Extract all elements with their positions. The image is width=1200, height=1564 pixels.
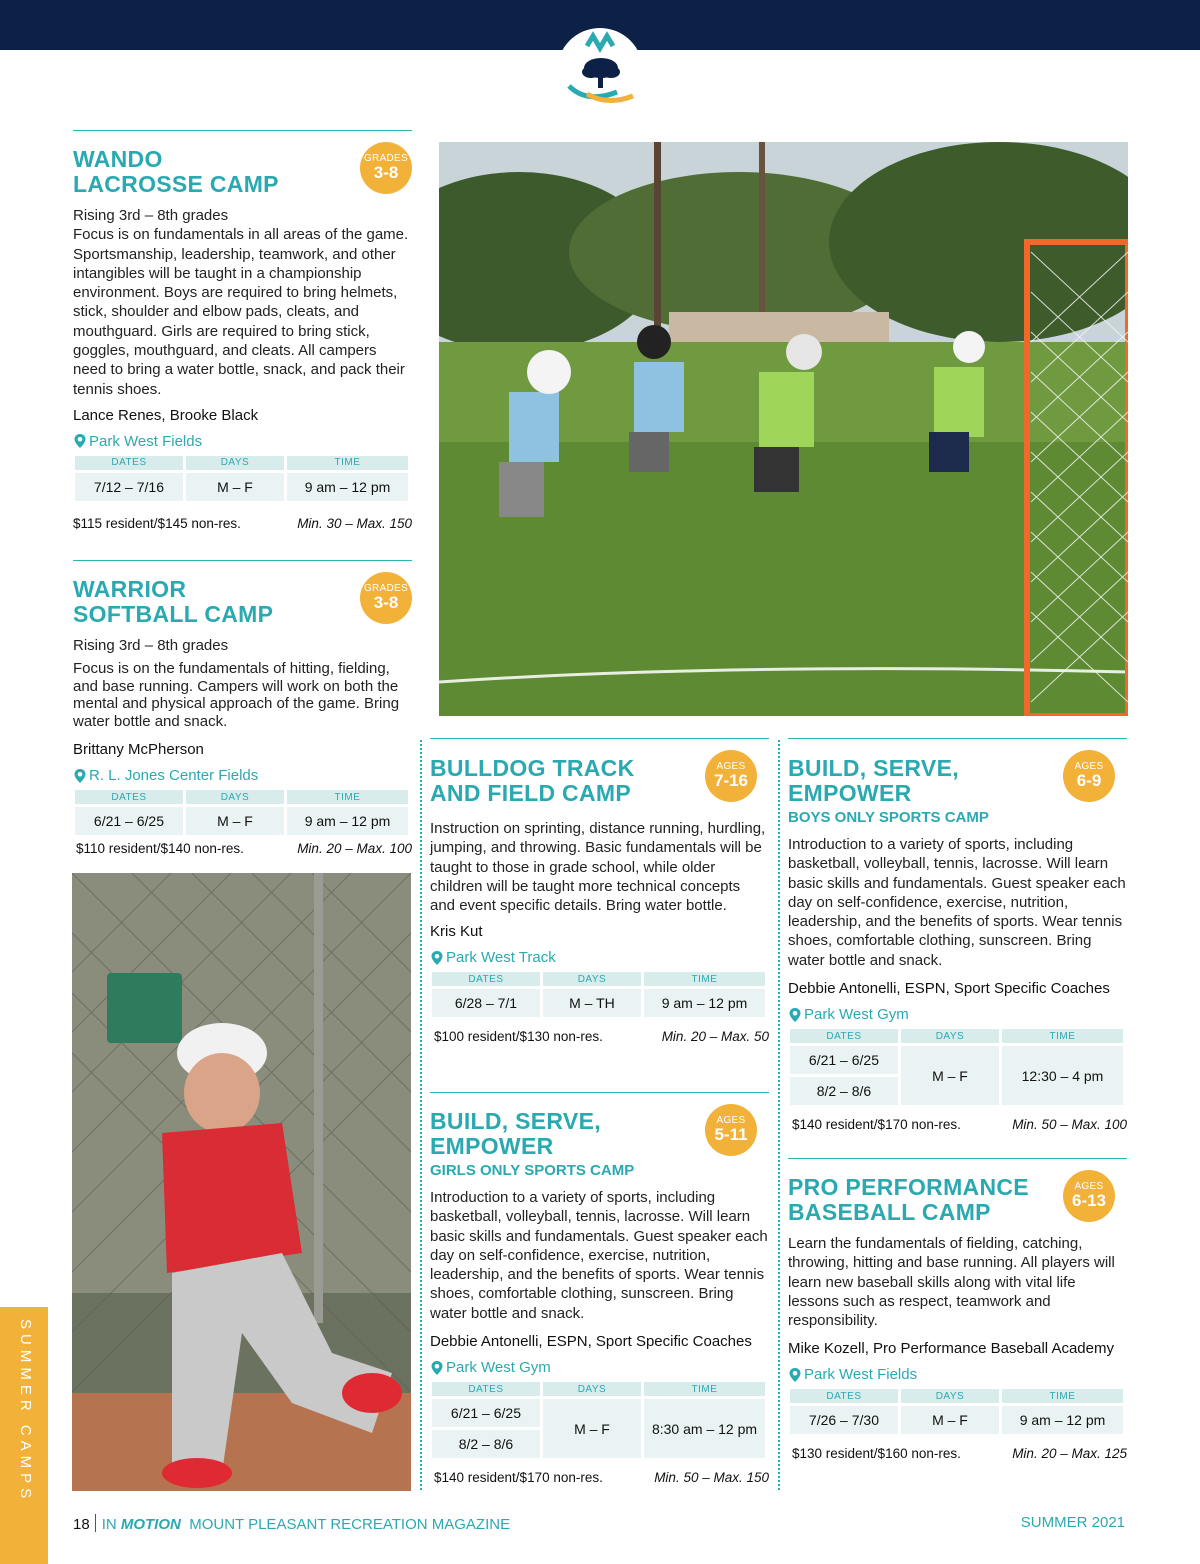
- camp-price: $140 resident/$170 non-res. Min. 50 – Max. 100: [792, 1117, 1127, 1133]
- ages-badge: AGES 6-9: [1063, 750, 1115, 802]
- camp-price: $100 resident/$130 non-res. Min. 20 – Max. 50: [434, 1029, 769, 1045]
- magazine-motion: MOTION: [120, 1516, 181, 1533]
- location-pin-icon: [430, 1360, 444, 1376]
- lacrosse-photo: [439, 142, 1128, 716]
- camp-coach: Debbie Antonelli, ESPN, Sport Specific Coaches: [430, 1333, 752, 1351]
- mount-pleasant-logo: [557, 28, 643, 114]
- magazine-name: MOUNT PLEASANT RECREATION MAGAZINE: [189, 1516, 511, 1533]
- location-pin-icon: [73, 768, 87, 784]
- ages-badge: AGES 7-16: [705, 750, 757, 802]
- page-number: 18: [73, 1516, 90, 1533]
- location-pin-icon: [430, 950, 444, 966]
- camp-pro-performance-baseball: [788, 1158, 1127, 1461]
- camp-description: Focus is on the fundamentals of hitting, fielding, and base running. Campers will work on both the mental and physical approach of the game. Bring water bottle and snack.: [73, 660, 400, 730]
- schedule-table: DATES DAYS TIME 6/21 – 6/25 M – F 9 am – 12 pm: [72, 787, 411, 838]
- camp-title: PRO PERFORMANCE BASEBALL CAMP: [788, 1174, 1029, 1225]
- camp-coach: Mike Kozell, Pro Performance Baseball Academy: [788, 1340, 1114, 1358]
- column-divider: [778, 740, 780, 1490]
- camp-title: WANDO LACROSSE CAMP: [73, 146, 279, 197]
- section-tab-label: SUMMER CAMPS: [17, 1319, 34, 1504]
- camp-location: Park West Gym: [788, 1006, 1127, 1023]
- grades-badge: GRADES 3-8: [360, 142, 412, 194]
- camp-coach: Brittany McPherson: [73, 741, 204, 759]
- location-pin-icon: [788, 1367, 802, 1383]
- issue-season: SUMMER 2021: [1020, 1514, 1125, 1531]
- camp-title: BULLDOG TRACK AND FIELD CAMP: [430, 755, 635, 806]
- camp-grades: Rising 3rd – 8th grades: [73, 637, 229, 654]
- section-tab: [0, 1307, 48, 1564]
- schedule-table: DATES DAYS TIME 7/26 – 7/30 M – F 9 am – 12 pm: [787, 1386, 1126, 1437]
- camp-build-serve-empower-girls: [430, 1092, 769, 1485]
- camp-title: BUILD, SERVE, EMPOWER: [788, 755, 959, 806]
- camp-description: Introduction to a variety of sports, including basketball, volleyball, tennis, lacrosse. Will learn basic skills and fundamentals. Guest speaker each day on self-confidence, exercise, nutrition, leadership, and the benefits of sports. Wear tennis shoes, comfortable clothing, sunscreen. Bring water bottle and snack.: [430, 1189, 768, 1322]
- section-rule: [73, 130, 412, 131]
- camp-title: BUILD, SERVE, EMPOWER: [430, 1108, 601, 1159]
- camp-location: Park West Fields: [73, 433, 412, 450]
- baseball-photo: [72, 873, 411, 1491]
- schedule-table: DATES DAYS TIME 6/28 – 7/1 M – TH 9 am – 12 pm: [429, 969, 768, 1020]
- camp-wando-lacrosse: [73, 130, 412, 531]
- grades-badge: GRADES 3-8: [360, 572, 412, 624]
- camp-location: Park West Track: [430, 949, 769, 966]
- camp-price: $130 resident/$160 non-res. Min. 20 – Max. 125: [792, 1446, 1127, 1462]
- camp-subtitle: BOYS ONLY SPORTS CAMP: [788, 809, 989, 826]
- camp-warrior-softball: [73, 560, 412, 856]
- camp-location: R. L. Jones Center Fields: [73, 767, 412, 784]
- camp-title: WARRIOR SOFTBALL CAMP: [73, 576, 274, 627]
- camp-bulldog-track: [430, 738, 769, 1044]
- section-rule: [430, 738, 769, 739]
- camp-subtitle: GIRLS ONLY SPORTS CAMP: [430, 1162, 635, 1179]
- location-pin-icon: [788, 1007, 802, 1023]
- ages-badge: AGES 6-13: [1063, 1170, 1115, 1222]
- schedule-table: DATES DAYS TIME 6/21 – 6/25 M – F 8:30 am – 12 pm 8/2 – 8/6: [429, 1379, 768, 1461]
- column-divider: [420, 740, 422, 1490]
- camp-location: Park West Gym: [430, 1359, 769, 1376]
- camp-coach: Kris Kut: [430, 923, 483, 941]
- camp-description: Learn the fundamentals of fielding, catching, throwing, hitting and base running. All players will learn new baseball skills along with vital life lessons such as respect, teamwork and responsibility.: [788, 1235, 1115, 1330]
- section-rule: [430, 1092, 769, 1093]
- section-rule: [788, 1158, 1127, 1159]
- camp-description: Introduction to a variety of sports, including basketball, volleyball, tennis, lacrosse. Will learn basic skills and fundamentals. Guest speaker each day on self-confidence, exercise, nutrition, leadership, and the benefits of sports. Wear tennis shoes, comfortable clothing, sunscreen. Bring water bottle and snack.: [788, 836, 1126, 969]
- camp-grades: Rising 3rd – 8th grades: [73, 207, 229, 224]
- section-rule: [73, 560, 412, 561]
- location-pin-icon: [73, 433, 87, 449]
- camp-price: $110 resident/$140 non-res. Min. 20 – Max. 100: [76, 841, 412, 857]
- camp-price: $115 resident/$145 non-res. Min. 30 – Max. 150: [73, 515, 412, 531]
- schedule-table: DATES DAYS TIME 6/21 – 6/25 M – F 12:30 – 4 pm 8/2 – 8/6: [787, 1026, 1126, 1108]
- camp-location: Park West Fields: [788, 1366, 1127, 1383]
- camp-description: Instruction on sprinting, distance running, hurdling, jumping, and throwing. Basic fundamentals will be taught to those in grade school, while older children will be taught more technical concepts and event specific details. Bring water bottle.: [430, 820, 766, 915]
- section-rule: [788, 738, 1127, 739]
- magazine-in: IN: [101, 1516, 117, 1533]
- camp-build-serve-empower-boys: [788, 738, 1127, 1132]
- page-footer: [73, 1514, 1125, 1533]
- camp-coach: Lance Renes, Brooke Black: [73, 406, 259, 424]
- schedule-table: DATES DAYS TIME 7/12 – 7/16 M – F 9 am – 12 pm: [72, 453, 411, 504]
- camp-coach: Debbie Antonelli, ESPN, Sport Specific Coaches: [788, 980, 1110, 998]
- camp-price: $140 resident/$170 non-res. Min. 50 – Max. 150: [434, 1470, 769, 1486]
- ages-badge: AGES 5-11: [705, 1104, 757, 1156]
- camp-description: Focus is on fundamentals in all areas of the game. Sportsmanship, leadership, teamwork, and other intangibles will be taught in a championship environment. Boys are required to bring helmets, stick, shoulder and elbow pads, cleats, and mouthguard. Girls are required to bring stick, goggles, mouthguard, and cleats. All campers need to bring a water bottle, snack, and pack their tennis shoes.: [73, 226, 409, 398]
